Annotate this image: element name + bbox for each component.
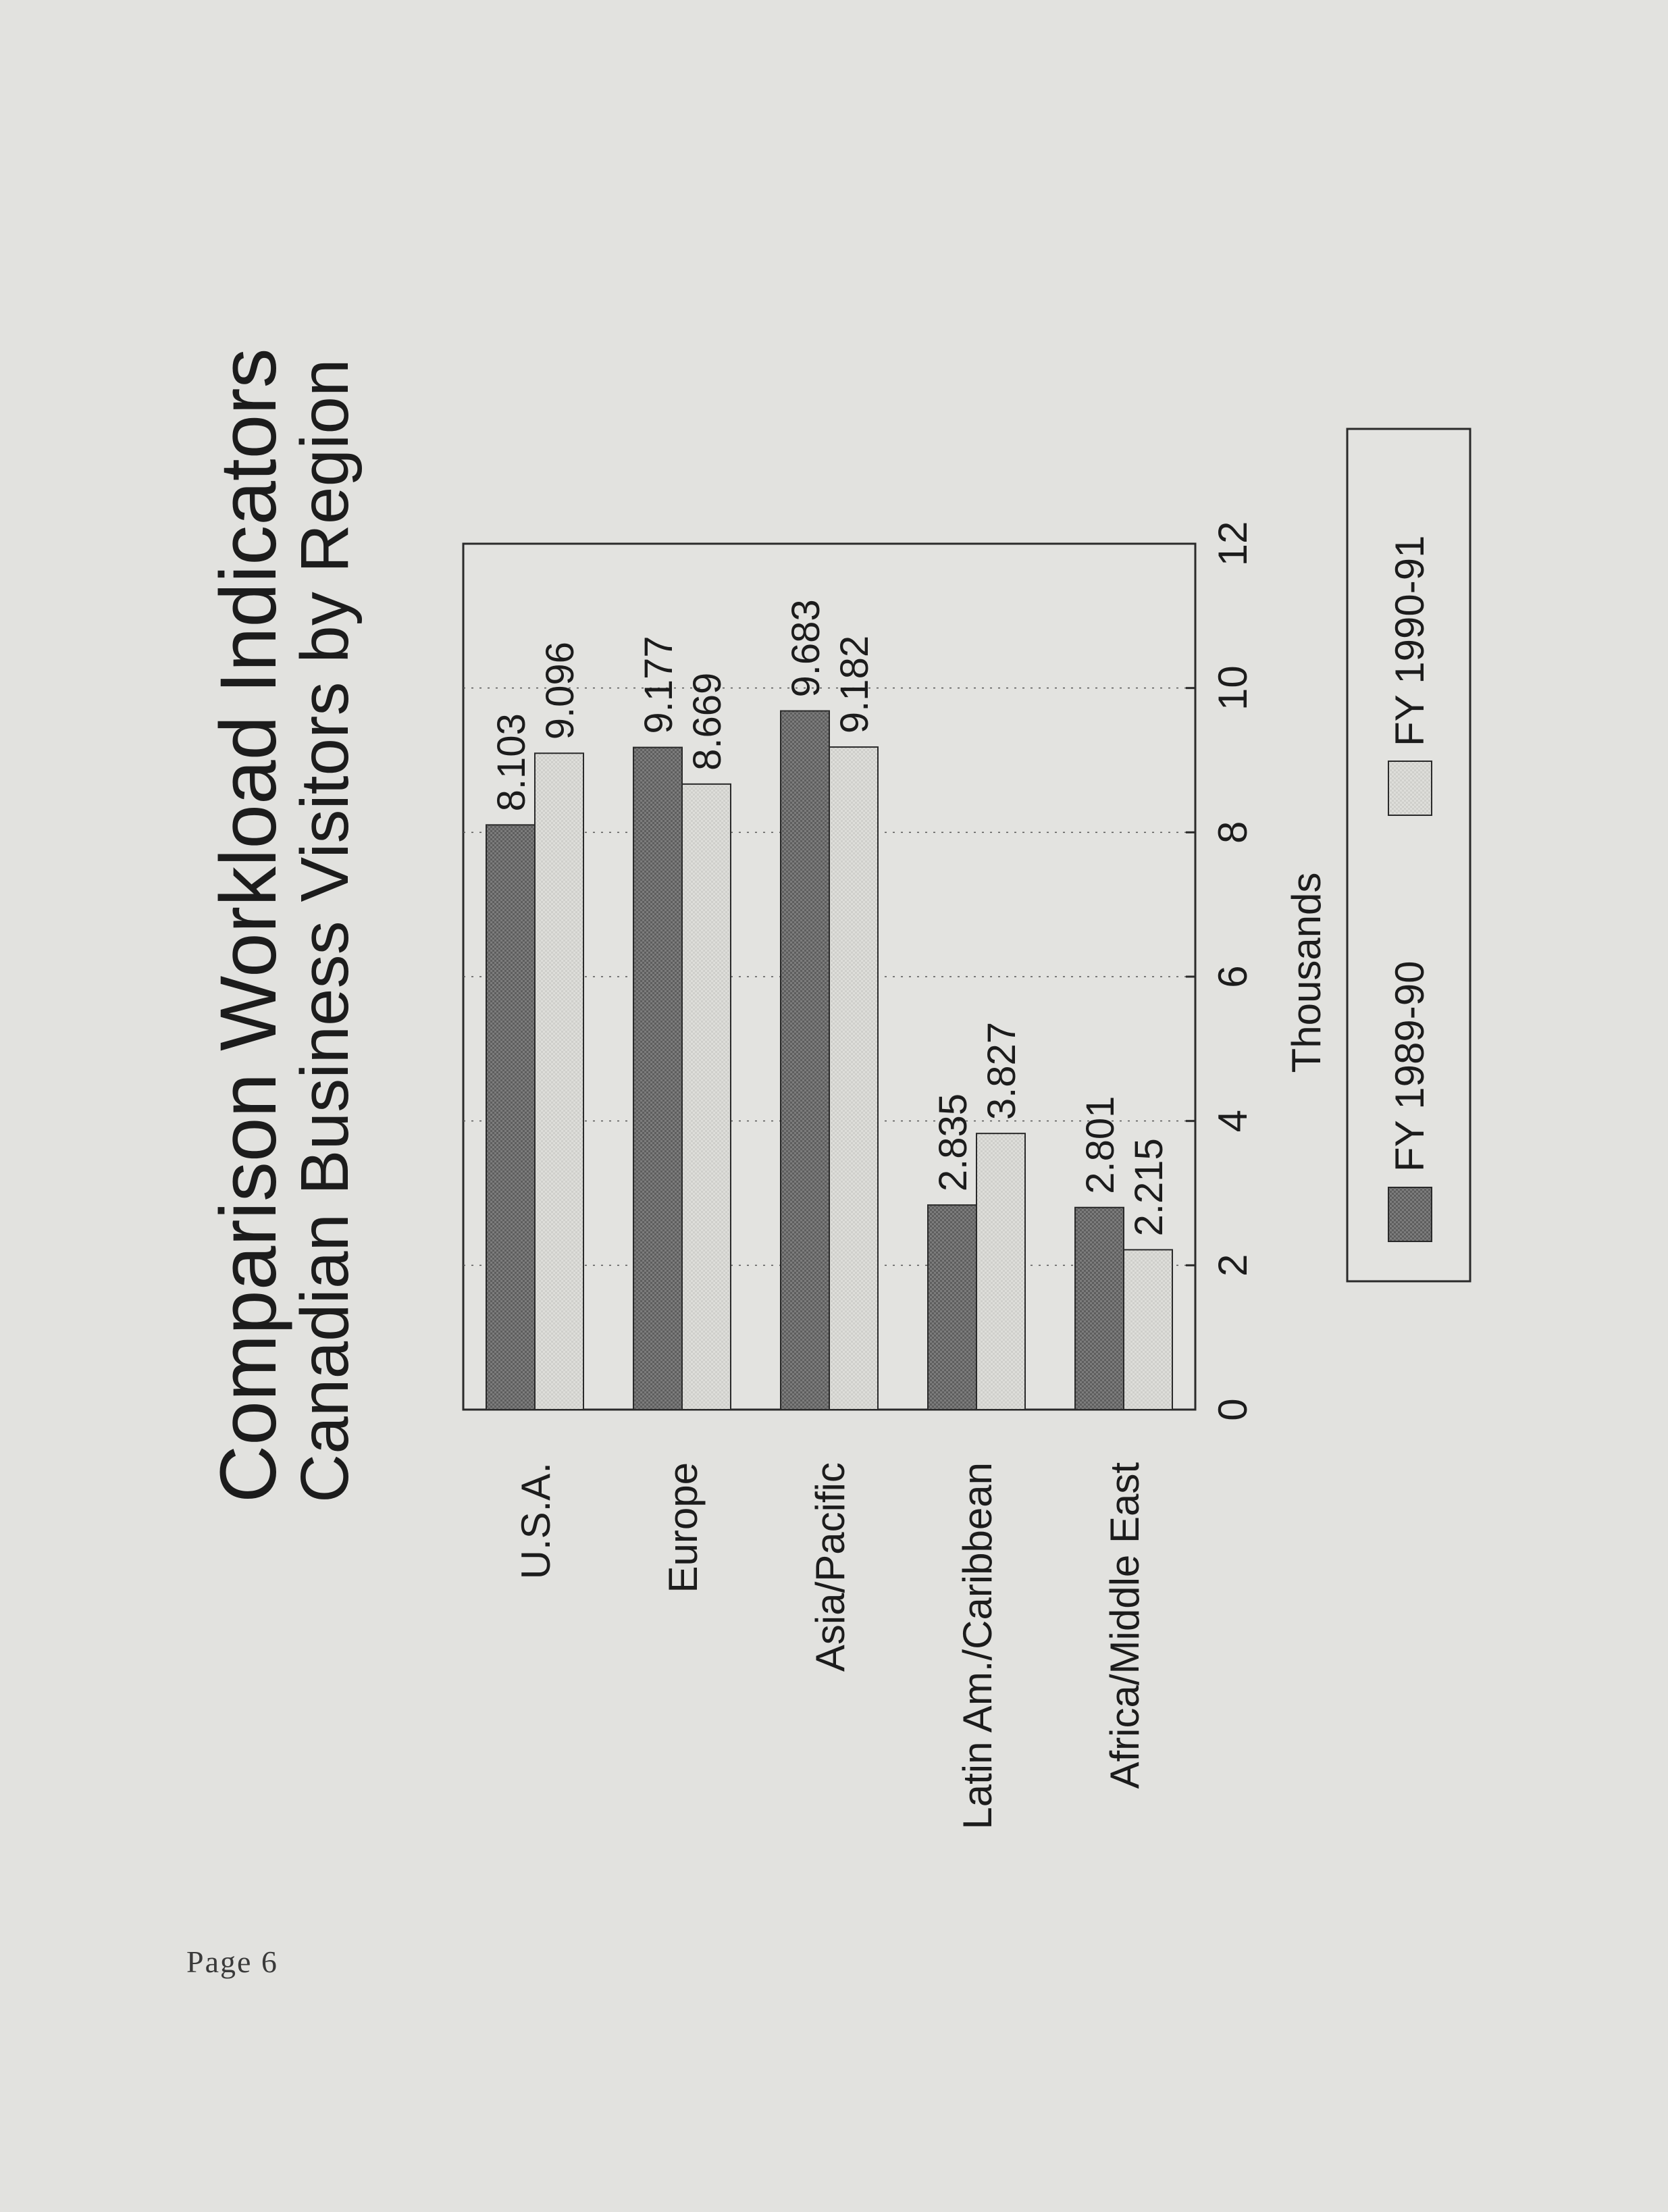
bar-value-label: 2.801 [1078,1096,1122,1194]
bar-value-label: 9.177 [637,636,681,734]
bar-value-label: 8.669 [685,672,729,771]
plot-area [463,544,1195,1410]
bar-value-label: 3.827 [980,1021,1024,1121]
bar-fy-1990-91 [976,1133,1025,1410]
bar-fy-1989-90 [633,748,682,1410]
bar-value-label: 9.683 [784,599,828,698]
x-tick-label: 10 [1210,665,1255,711]
bar-fy-1989-90 [1075,1208,1124,1410]
x-tick-label: 4 [1210,1109,1255,1133]
category-label: Europe [660,1462,706,1593]
chart-subtitle: Canadian Business Visitors by Region [287,359,363,1503]
x-tick-label: 2 [1210,1254,1255,1277]
bar-value-label: 9.096 [538,642,582,740]
bar-fy-1990-91 [535,753,583,1410]
category-label: Latin Am./Caribbean [955,1462,1000,1830]
legend-swatch [1388,761,1432,815]
bar-fy-1990-91 [682,784,731,1410]
bar-value-label: 2.215 [1127,1138,1171,1237]
bar-fy-1989-90 [486,825,535,1410]
bar-fy-1989-90 [928,1205,976,1410]
chart-title: Comparison Workload Indicators [204,348,293,1503]
legend-swatch [1388,1187,1432,1241]
bar-value-label: 8.103 [490,713,533,812]
category-label: Africa/Middle East [1102,1462,1147,1789]
category-axis [513,1462,1147,1830]
x-axis-label: Thousands [1284,872,1329,1073]
legend-label: FY 1989-90 [1387,960,1432,1172]
x-tick-label: 0 [1210,1398,1255,1421]
bar-value-label: 2.835 [931,1093,975,1192]
bar-fy-1989-90 [781,711,829,1410]
x-tick-label: 6 [1210,965,1255,988]
page-number: Page 6 [186,1945,278,1979]
legend-label: FY 1990-91 [1387,535,1432,746]
bar-fy-1990-91 [829,747,878,1410]
legend [1347,429,1470,1281]
x-tick-label: 8 [1210,821,1255,844]
category-label: U.S.A. [513,1462,558,1580]
category-label: Asia/Pacific [808,1462,853,1672]
bar-fy-1990-91 [1124,1250,1172,1410]
bar-value-label: 9.182 [833,635,877,734]
x-tick-label: 12 [1210,521,1255,567]
